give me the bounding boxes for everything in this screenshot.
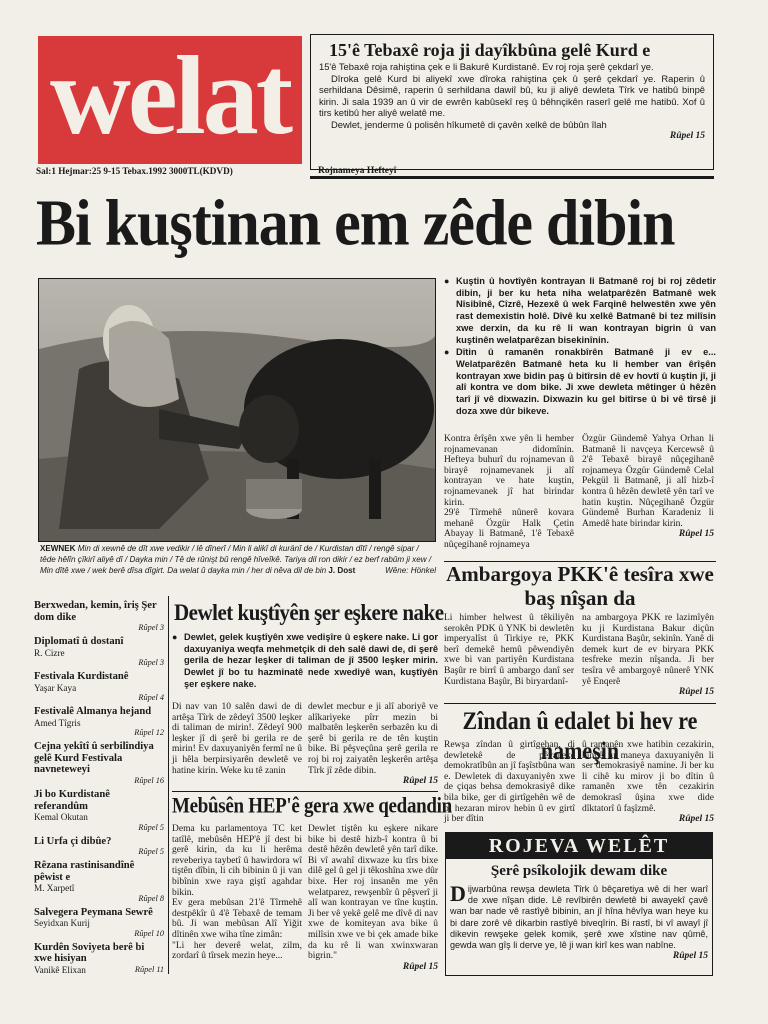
article-text: Dewlet tiştên ku eşkere nikare bike bi destê hizb-î kontra û bi destê hêzên dewletê yên tarî dike. Bi vî awahî dixwaze ku tîrs bixe dilê gel û gel ji têkoshîna xwe dûr bixe. Her roj insanên me yên welatparez, rewşenbîr û pêşverî ji alî wan kontrayan ve tîne kuştin. Ji ber vê yekê gelê me dîvê di nav xwe de komiteyan ava bike û milîsin xwe ve bi çek amade bike da ku rê li wan xwinxwaran bigrin.": [308, 824, 438, 962]
top-story-paragraph: Dewlet, jenderme û polisên hîkumetê di çavên xelkê de bûbûn îlah: [331, 118, 607, 130]
lead-bullet: ● Kuştin û hovtîyên kontrayan li Batmanê roj bi roj zêdetir dibin, ji ber ku heta niha welatparêzên Batmanê wek Nîsibînê, Cîzrê, Hezexê û wek Farqinê helwestên xwe yên rast demexistin holê. Dîvê ku xelkê Batmanê bi tez milîsin xwe derxin, da ku rê li wan kontrayan bigrin û van kuştinên welatparêzan bisekinînin.: [444, 276, 716, 346]
main-headline: Bi kuştinan em zêde dibin: [36, 186, 675, 259]
article-text: Özgür Gündemê Yahya Orhan li Batmanê li navçeya Kercewsê û 2'ê Tebaxê birayê nûçegihanê rojnameya Özgür Gündemê Celal Pekgül li Batmanê, ji alî hizb-î kontra û hêzên dewletê yên tarî ve hatin kuştin. Nûçegihanê Özgür Gündemê Burhan Karadeniz li Amedê hate birindar kirin.: [582, 434, 714, 529]
caption-credit: J. Dost: [328, 565, 356, 575]
divider: [444, 703, 716, 704]
article-text: na ambargoya PKK re lazimîyên ku ji Kurdistana Bakur diçûn Kurdistana Başûr, sekinîn. Yanê di demek kurt de ev biryara PKK tesfreke mezin nîşanda. Ji ber tesîra vê ambargoyê nûnerê YNK yê Enqerê: [582, 613, 714, 687]
top-story-paragraph: Dîroka gelê Kurd bi aliyekî xwe dîroka rahiştina çek û şerê çekdarî ye. Raperin û serhildana Dêsimê, raperin û serhildana dawiî bû, ku ji aliyê dewleta Tîrk ve hatibû binpê kirin. Ji sala 1939 an û vir de ewrên kabûsekî reş û bêhnçikên raserî gelê me hatibû. Xof û tirs ketibû her aliyê welatê me.: [319, 72, 705, 119]
newspaper-logo[interactable]: welat: [49, 34, 290, 158]
index-item[interactable]: [34, 671, 164, 702]
index-page: Rûpel 4: [138, 693, 164, 703]
divider: [168, 596, 169, 974]
photo-credit: Wêne: Hönkel: [385, 565, 436, 575]
index-title: Ji bo Kurdistanê referandûm: [34, 788, 110, 812]
article-lead: ● Dewlet, gelek kuştîyên xwe vedişîre û eşkere nake. Li gor daxuyaniya weqfa mehmetçik di deh salê dawi de, di şerê gerila de hezar leşker di taliman de jî 3500 leşker mirin. Dewlet jî bo tu hazminatê nede xwediyê wan, kuştîyên şer eşkere nake.: [172, 632, 438, 691]
article-headline[interactable]: Ambargoya PKK'ê tesîra xwe baş nîşan da: [446, 562, 714, 610]
index-item[interactable]: [34, 836, 164, 857]
page-reference[interactable]: Rûpel 15: [678, 814, 714, 825]
issue-line: Sal:1 Hejmar:25 9-15 Tebax.1992 3000TL(KDVD): [36, 166, 233, 176]
index-page: Rûpel 8: [138, 893, 164, 903]
contents-index: [34, 600, 164, 979]
article-headline[interactable]: Dewlet kuştîyên şer eşkere nake: [174, 599, 444, 626]
divider: [172, 791, 438, 792]
index-page: Rûpel 5: [138, 822, 164, 832]
article-column: [582, 740, 714, 825]
index-item[interactable]: [34, 860, 164, 903]
index-page: Rûpel 3: [138, 623, 164, 633]
top-story-title: 15'ê Tebaxê roja ji dayîkbûna gelê Kurd e: [329, 40, 651, 60]
article-text: dewlet mecbur e ji alî aboriyê ve alîkariyeke pîrr mezin bi malbatên leşkerên serbazên ku di şerê bi gerila re de tên kuştin bike. Bi pêşveçûna şerê gerila re roj bi roj zaiyatên leşkerên artêşa Tîrk jî zêde dibin.: [308, 702, 438, 776]
index-title: Festivala Kurdistanê: [34, 671, 129, 683]
index-title: Diplomatî û dostanî: [34, 636, 124, 648]
article-column: [582, 434, 714, 540]
photo-woman-with-sheep-image: [39, 279, 436, 542]
index-title: Salvegera Peymana Sewrê: [34, 906, 153, 918]
index-title: Kurdên Soviyeta berê bi xwe hisiyan: [34, 941, 145, 965]
article-column: Kontra êrîşên xwe yên li hember rojnamevanan didomînin. Hefteya buhurî du rojnamevan û birayê rojnamevanek ji alî kontrayan ve hate kuştin, rojnamevanek jî hat birindar kirin. 29'ê Tîrmehê nûnerê kovara mehanê Özgür Halk Çetin Abayay li Batmanê, 1'ê Tebaxê nûçegihanê rojnameya: [444, 434, 574, 550]
photo-caption: [40, 544, 436, 576]
index-page: Rûpel 5: [138, 847, 164, 857]
page-reference[interactable]: Rûpel 15: [669, 130, 705, 141]
index-author: Amed Tîgris: [34, 717, 81, 728]
publication-type: Rojnameya Hefteyî: [318, 166, 397, 176]
rojeva-text: ijwarbûna rewşa dewleta Tîrk û bêçaretiya wê di her warî de xwe nîşan dide. Lê revîbirên dewletê bi awayekî çavê wan bar nade vê rastîyê bibinin, an jî hîna hêvîya wan heye ku bi dare zorê vê dikarbin rastîyê biveqîrin. Bi rastî, bi vî awayî jî dikevin rewşeke gelek komik, şerê xwe xîstine nav qûmê, gewda wan gîş li derve ye, lê ji wan kirî kes wan nabîne.: [450, 884, 708, 951]
article-column: Rewşa zîndan û girtîgehan, di dewletekê de pêvaneke demokratîbûn an jî faşîstbûna wan e. Dewletek di daxuyaniyên xwe de çiqas behsa demokrasiyê dike bila bike, ger di girtîgehên wê de bi hezaran mirov hebin û ev girtî ji ber dîtin: [444, 740, 575, 825]
index-author: Seyidxan Kurij: [34, 918, 90, 929]
lead-bullet: ● Dîtin û ramanên ronakbîrên Batmanê ji ev e... Welatparêzên Batmanê heta ku li hember van êrîşên kontrayan xwe bidin paş û bitîrsin dê ev hovtî û kuştin jî, ji alî kontra ve dom bike. Ji xwe dewleta mêtinger û hêzên tarî jî vê dixwazin. Dixwazin ku gel bitîrse û bi vê tîrsê ji doza xwe dûr bikeve.: [444, 347, 716, 417]
page-reference[interactable]: Rûpel 15: [402, 776, 438, 787]
index-page: Rûpel 3: [138, 658, 164, 668]
lead-bullets: [444, 276, 716, 418]
index-page: Rûpel 10: [134, 928, 164, 938]
top-story-box[interactable]: [310, 34, 714, 170]
index-page: Rûpel 11: [134, 964, 164, 974]
article-column: Dema ku parlamentoya TC ket tatîlê, mebûsên HEP'ê jî dest bi gerê kirin, da ku li herêma reveberiya taybetî û hawirdora wî tiştên dîbin, li cih bibinin û ji van bibînin xwe raya giştî agahdar bikin. Ev gera mebûsan 21'ê Tîrmehê destpêkîr û 4'ê Tebaxê de temam bû. Ji wan mebûsan Alî Yiğit dîtinên xwe wiha tîne zimân: "Li her deverê welat, zilm, zordarî û tîrsek mezin heye...: [172, 824, 302, 962]
index-title: Festivalê Almanya hejand: [34, 706, 152, 718]
index-title: Rêzana rastinisandînê pêwist e: [34, 860, 135, 883]
front-page-photo: [38, 278, 436, 542]
drop-cap: D: [450, 881, 466, 906]
index-item[interactable]: [34, 636, 164, 667]
index-author: Kemal Okutan: [34, 812, 88, 823]
index-item[interactable]: [34, 600, 164, 632]
index-item[interactable]: [34, 907, 164, 938]
rojeva-title[interactable]: Şerê psîkolojik dewam dike: [490, 863, 668, 879]
page-reference[interactable]: Rûpel 15: [678, 687, 714, 698]
page-reference[interactable]: Rûpel 15: [672, 951, 708, 962]
index-title: Li Urfa çi dibûe?: [34, 835, 112, 847]
index-item[interactable]: [34, 741, 164, 785]
index-page: Rûpel 12: [134, 728, 164, 738]
article-headline[interactable]: Mebûsên HEP'ê gera xwe qedandin: [172, 794, 452, 819]
article-column: [308, 702, 438, 787]
index-item[interactable]: [34, 706, 164, 737]
index-item[interactable]: [34, 789, 164, 832]
index-author-name: Vanikê Elixan: [34, 964, 86, 975]
top-story-paragraph: 15'ê Tebaxê roja rahiştina çek e li Bakurê Kurdistanê. Ev roj roja şerê çekdarî ye.: [319, 61, 654, 72]
index-title: Cejna yekîtî û serbilîndiya gelê Kurd Festivala navneteweyi: [34, 741, 154, 776]
article-column: Li himber helwest û têkiliyên serokên PDK û YNK bi dewletên imperyalîst û Tirkiye re, PKK berî demekê hemû pêwendiyên xwe bi van partiyên Kurdistana Başûr re birrî û ambargo danî ser Kurdistana Başûr, Bi biryardanî-: [444, 613, 574, 687]
index-page: Rûpel 16: [134, 775, 164, 785]
caption-text: Min di xewnê de dît xwe vedikir / lê dînerî / Min li alikî di kuränî de / Kurdistan dîtî / rengê sipar / têde hêlîn çîkirî aliyê dî / Dayka min / Tê de rûnişt bû rengê hîveîkê. Tariya dil ron dikir / ez berf rabûm ji xew / Min dîtê xwe / wek berê dîsa dîgirt. Da welat û dayka min / her di nêva dil de bin: [40, 544, 432, 575]
rojeva-body: [450, 881, 708, 962]
index-item[interactable]: [34, 942, 164, 976]
index-title: Berxwedan, kemin, îriş Şer dom dike: [34, 600, 157, 623]
index-author: [34, 965, 164, 975]
page-reference[interactable]: Rûpel 15: [402, 961, 438, 972]
rojeva-banner: ROJEVA WELÊT: [446, 833, 712, 859]
article-column: [582, 613, 714, 698]
article-headline[interactable]: Zîndan û edalet bi hev re nameşin: [462, 706, 698, 765]
article-column: Di nav van 10 salên dawi de di artêşa Tîrk de zêdeyî 3500 leşker di taliman de mirin!. Zêdeyî 900 leşker jî di şerê bi gerila re de mirin! Ev daxuyaniyên fermî ne û ji hêla berpirsiyarên dewletê ve hatine kirin. Weke ku tê zanin: [172, 702, 302, 776]
article-column: [308, 824, 438, 972]
index-author: Yaşar Kaya: [34, 682, 77, 693]
page-reference[interactable]: Rûpel 15: [678, 529, 714, 540]
index-author: R. Cizre: [34, 647, 65, 658]
divider: [310, 176, 714, 179]
caption-label: XEWNEK: [40, 544, 76, 553]
article-text: û ramanên xwe hatibin cezakirin, hingê tu maneya daxuyaniyên li ser demokrasiyê namine. Ji ber ku li cihê ku mirov ji bo dîtin û ramanên xwe tên cezakirin demokrasî ûşina xwe dide dîktatorî û faşîzmê.: [582, 740, 714, 814]
index-author: M. Xarpetî: [34, 883, 75, 894]
